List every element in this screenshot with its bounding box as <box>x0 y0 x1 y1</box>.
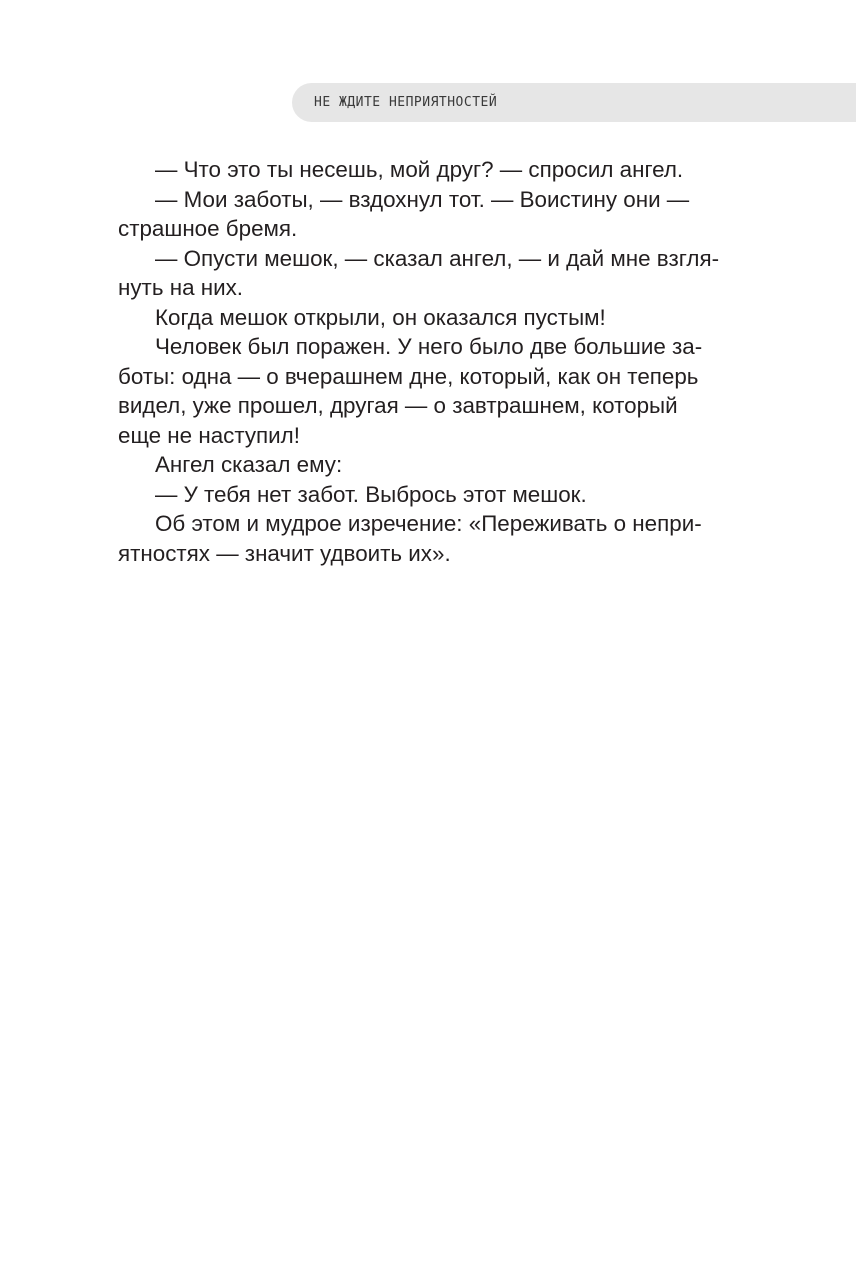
running-header <box>292 83 856 122</box>
text-line: Человек был поражен. У него было две большие за- <box>155 334 703 359</box>
page-body <box>118 155 720 568</box>
text-line: еще не наступил! <box>118 422 300 448</box>
text-line: Об этом и мудрое изречение: «Переживать о непри- <box>155 511 702 536</box>
text-line: — Мои заботы, — вздохнул тот. — Воистину они — <box>155 186 690 212</box>
text-line: — Что это ты несешь, мой друг? — спросил ангел. <box>155 157 684 182</box>
text-line: страшное бремя. <box>118 216 298 241</box>
text-line: ятностях — значит удвоить их». <box>118 540 451 566</box>
text-line: видел, уже прошел, другая — о завтрашнем, который <box>118 393 678 418</box>
text-line: Ангел сказал ему: <box>155 452 343 477</box>
text-line: боты: одна — о вчерашнем дне, который, как он теперь <box>118 363 699 389</box>
text-line: нуть на них. <box>118 275 244 300</box>
text-line: — Опусти мешок, — сказал ангел, — и дай мне взгля- <box>155 245 720 271</box>
running-title: НЕ ЖДИТЕ НЕПРИЯТНОСТЕЙ <box>314 95 498 110</box>
text-line: — У тебя нет забот. Выбрось этот мешок. <box>155 481 587 507</box>
text-line: Когда мешок открыли, он оказался пустым! <box>155 304 606 330</box>
